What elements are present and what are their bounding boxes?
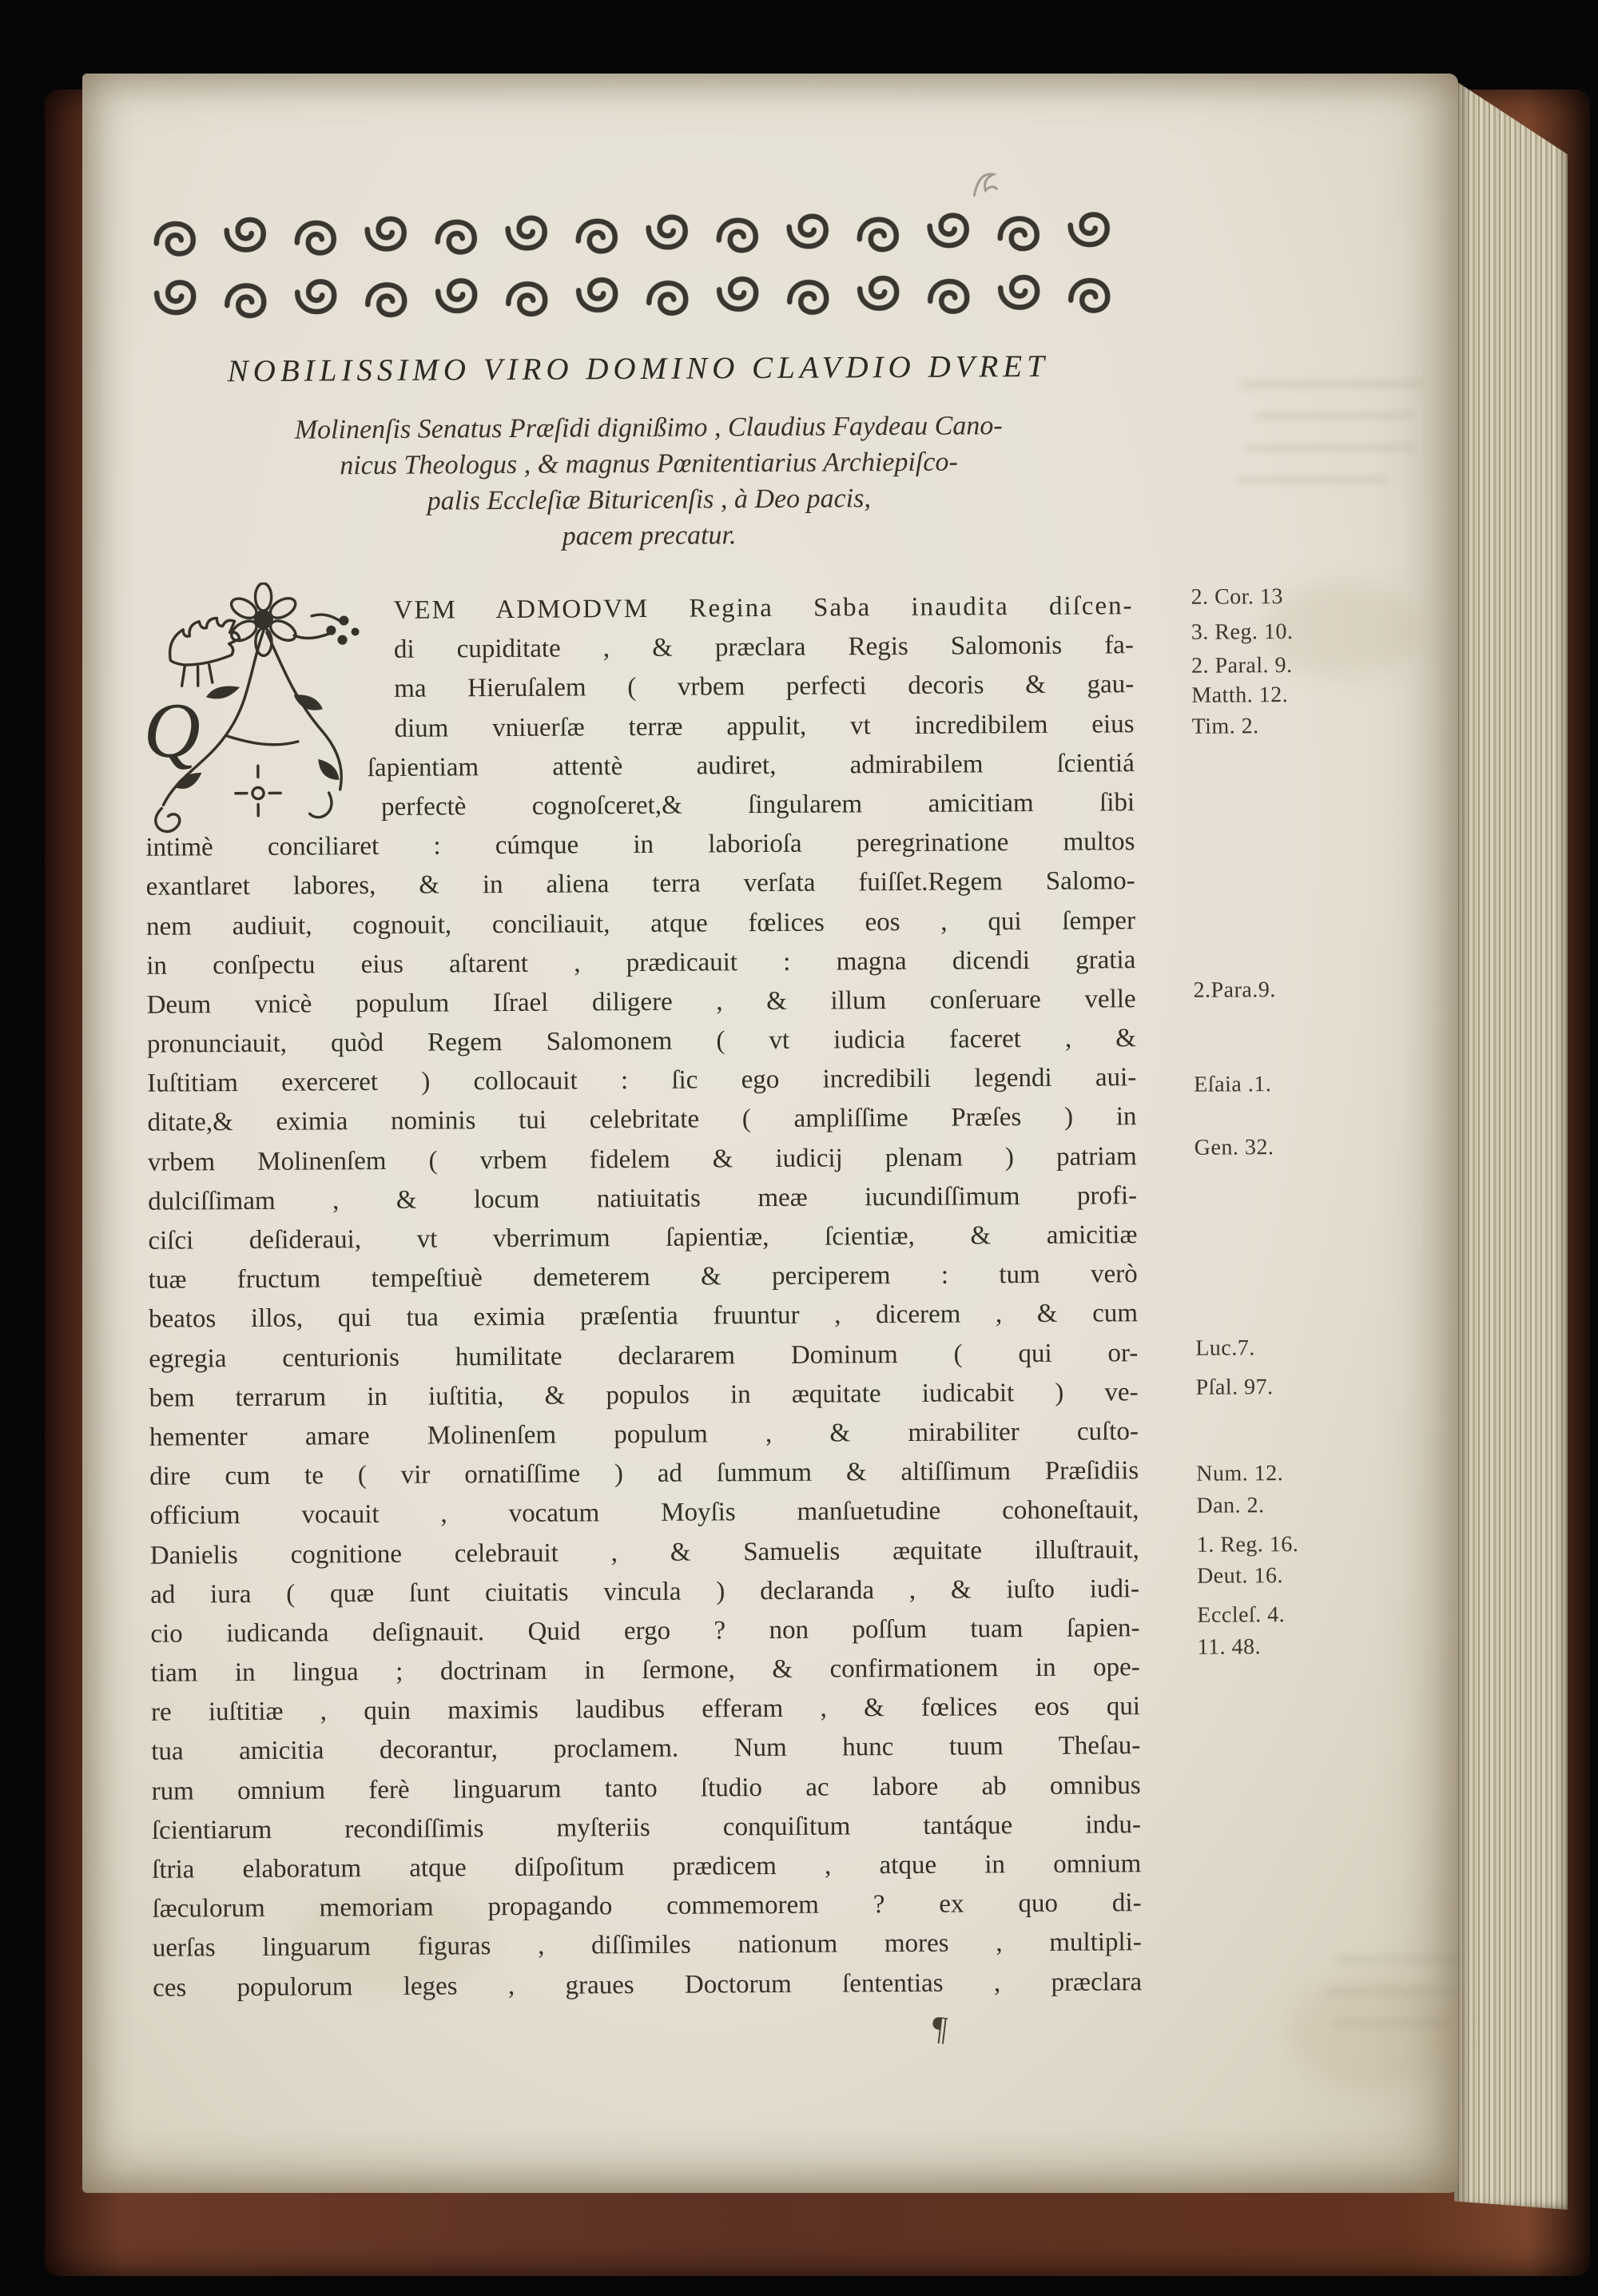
dedication-line: Molinenſis Senatus Præſidi dignißimo , Claudius Faydeau Cano-: [294, 411, 1003, 445]
bottom-mark: ¶: [929, 2009, 950, 2048]
body-line: rum omnium ferè linguarum tanto ſtudio ac labore ab omnibus: [151, 1770, 1141, 1806]
bleed-through: [1237, 476, 1389, 483]
body-line: Danielis cognitione celebrauit , & Samuelis æquitate illuſtrauit,: [149, 1534, 1139, 1570]
body-line: perfectè cognoſceret,& ſingularem amicitiam ſibi: [381, 788, 1135, 822]
margin-note: Pſal. 97.: [1195, 1375, 1274, 1400]
body-line: Deum vnicè populum Iſrael diligere , & illum conſeruare velle: [146, 985, 1136, 1020]
drop-cap-letter: Q: [143, 686, 201, 775]
body-line: dulciſſimam , & locum natiuitatis meæ iucundiſſimum profi-: [148, 1181, 1138, 1216]
body-line: ciſci deſideraui, vt vberrimum ſapientiæ, ſcientiæ, & amicitiæ: [148, 1220, 1138, 1255]
body-line: nem audiuit, cognouit, conciliauit, atque fœlices eos , qui ſemper: [145, 905, 1136, 941]
body-line: Iuſtitiam exerceret ) collocauit : ſic ego incredibili legendi aui-: [147, 1063, 1137, 1099]
dedication-block: [163, 407, 1135, 556]
margin-note: Luc.7.: [1195, 1335, 1255, 1361]
margin-note: 3. Reg. 10.: [1191, 619, 1294, 646]
body-line: dium vniuerſæ terræ appulit, vt incredibilem eius: [394, 709, 1135, 743]
bleed-through: [1331, 2019, 1451, 2027]
body-line: ſtria elaboratum atque diſpoſitum prædicem , atque in omnium: [152, 1849, 1142, 1884]
body-line: intimè conciliaret : cúmque in laborioſa peregrinatione multos: [145, 827, 1135, 862]
body-line: ſapientiam attentè audiret, admirabilem ſcientiá: [367, 748, 1135, 782]
body-line: di cupiditate , & præclara Regis Salomonis fa-: [393, 631, 1135, 665]
body-line: tiam in lingua ; doctrinam in ſermone, & confirmationem in ope-: [150, 1653, 1140, 1688]
bleed-through: [1244, 444, 1416, 452]
margin-note: Matth. 12.: [1191, 682, 1289, 708]
dedication-line: pacem precatur.: [562, 520, 737, 551]
book-page: [82, 74, 1458, 2193]
margin-note: 11. 48.: [1197, 1633, 1262, 1660]
page-content: [78, 70, 1466, 2197]
body-line: beatos illos, qui tua eximia præſentia fruuntur , dicerem , & cum: [148, 1299, 1139, 1335]
body-text: [144, 587, 1142, 2008]
body-line: dire cum te ( vir ornatiſſime ) ad ſummum & altiſſimum Præſidiis: [149, 1456, 1139, 1491]
margin-note: 2. Cor. 13: [1191, 584, 1284, 610]
margin-note: Eſaia .1.: [1194, 1072, 1272, 1097]
body-line: ces populorum leges , graues Doctorum ſententias , præclara: [153, 1967, 1143, 2003]
body-line: vrbem Molinenſem ( vrbem fidelem & iudicij plenam ) patriam: [147, 1141, 1137, 1177]
body-line: exantlaret labores, & in aliena terra verſata fuiſſet.Regem Salomo-: [145, 866, 1135, 902]
body-line: VEM ADMODVM Regina Saba inaudita diſcen-: [393, 591, 1134, 625]
body-line: ad iura ( quæ ſunt ciuitatis vincula ) declaranda , & iuſto iudi-: [150, 1574, 1140, 1610]
bleed-through: [1254, 412, 1413, 420]
ornament-band: [148, 197, 1143, 328]
body-line: tua amicitia decorantur, proclamem. Num hunc tuum Theſau-: [151, 1731, 1141, 1767]
body-line: tuæ fructum tempeſtiuè demeterem & perciperem : tum verò: [148, 1259, 1138, 1295]
body-line: in conſpectu eius aſtarent , prædicauit : magna dicendi gratia: [146, 945, 1136, 981]
body-line: ſæculorum memoriam propagando commemorem ? ex quo di-: [152, 1888, 1142, 1924]
margin-note: Dan. 2.: [1196, 1492, 1265, 1518]
body-line: cio iudicanda deſignauit. Quid ergo ? non poſſum tuam ſapien-: [150, 1614, 1140, 1649]
margin-note: 2. Paral. 9.: [1191, 653, 1293, 678]
dedication-line: palis Eccleſiæ Bituricenſis , à Deo pacis,: [427, 483, 872, 516]
body-line: uerſas linguarum figuras , diſſimiles nationum mores , multipli-: [152, 1928, 1142, 1964]
margin-note: Num. 12.: [1196, 1461, 1284, 1486]
body-line: ma Hieruſalem ( vrbem perfecti decoris & gau-: [394, 670, 1135, 704]
body-line: hementer amare Molinenſem populum , & mirabiliter cuſto-: [149, 1417, 1139, 1452]
body-line: egregia centurionis humilitate declararem Dominum ( qui or-: [149, 1338, 1139, 1374]
body-line: ſcientiarum recondiſſimis myſteriis conquiſitum tantáque indu-: [151, 1810, 1142, 1845]
margin-note: 1. Reg. 16.: [1196, 1531, 1299, 1558]
margin-note: Deut. 16.: [1196, 1563, 1284, 1589]
margin-note: Tim. 2.: [1191, 714, 1259, 740]
margin-note: 2.Para.9.: [1193, 977, 1276, 1003]
margin-note: Gen. 32.: [1194, 1134, 1274, 1160]
body-line: re iuſtitiæ , quin maximis laudibus efferam , & fœlices eos qui: [150, 1692, 1141, 1728]
margin-notes: [1191, 585, 1463, 2009]
bleed-through: [1239, 380, 1423, 388]
margin-note: Eccleſ. 4.: [1197, 1602, 1286, 1629]
body-line: bem terrarum in iuſtitia, & populos in æquitate iudicabit ) ve-: [149, 1377, 1139, 1413]
page-title: NOBILISSIMO VIRO DOMINO CLAVDIO DVRET: [227, 348, 1049, 389]
body-line: pronunciauit, quòd Regem Salomonem ( vt iudicia faceret , &: [146, 1024, 1137, 1059]
body-line: ditate,& eximia nominis tui celebritate ( ampliſſime Præſes ) in: [147, 1102, 1137, 1138]
page-stack-edge: [1454, 80, 1568, 2210]
body-line: officium vocauit , vocatum Moyſis manſuetudine cohoneſtauit,: [149, 1495, 1139, 1531]
dedication-line: nicus Theologus , & magnus Pœnitentiarius Archiepiſco-: [340, 447, 958, 481]
